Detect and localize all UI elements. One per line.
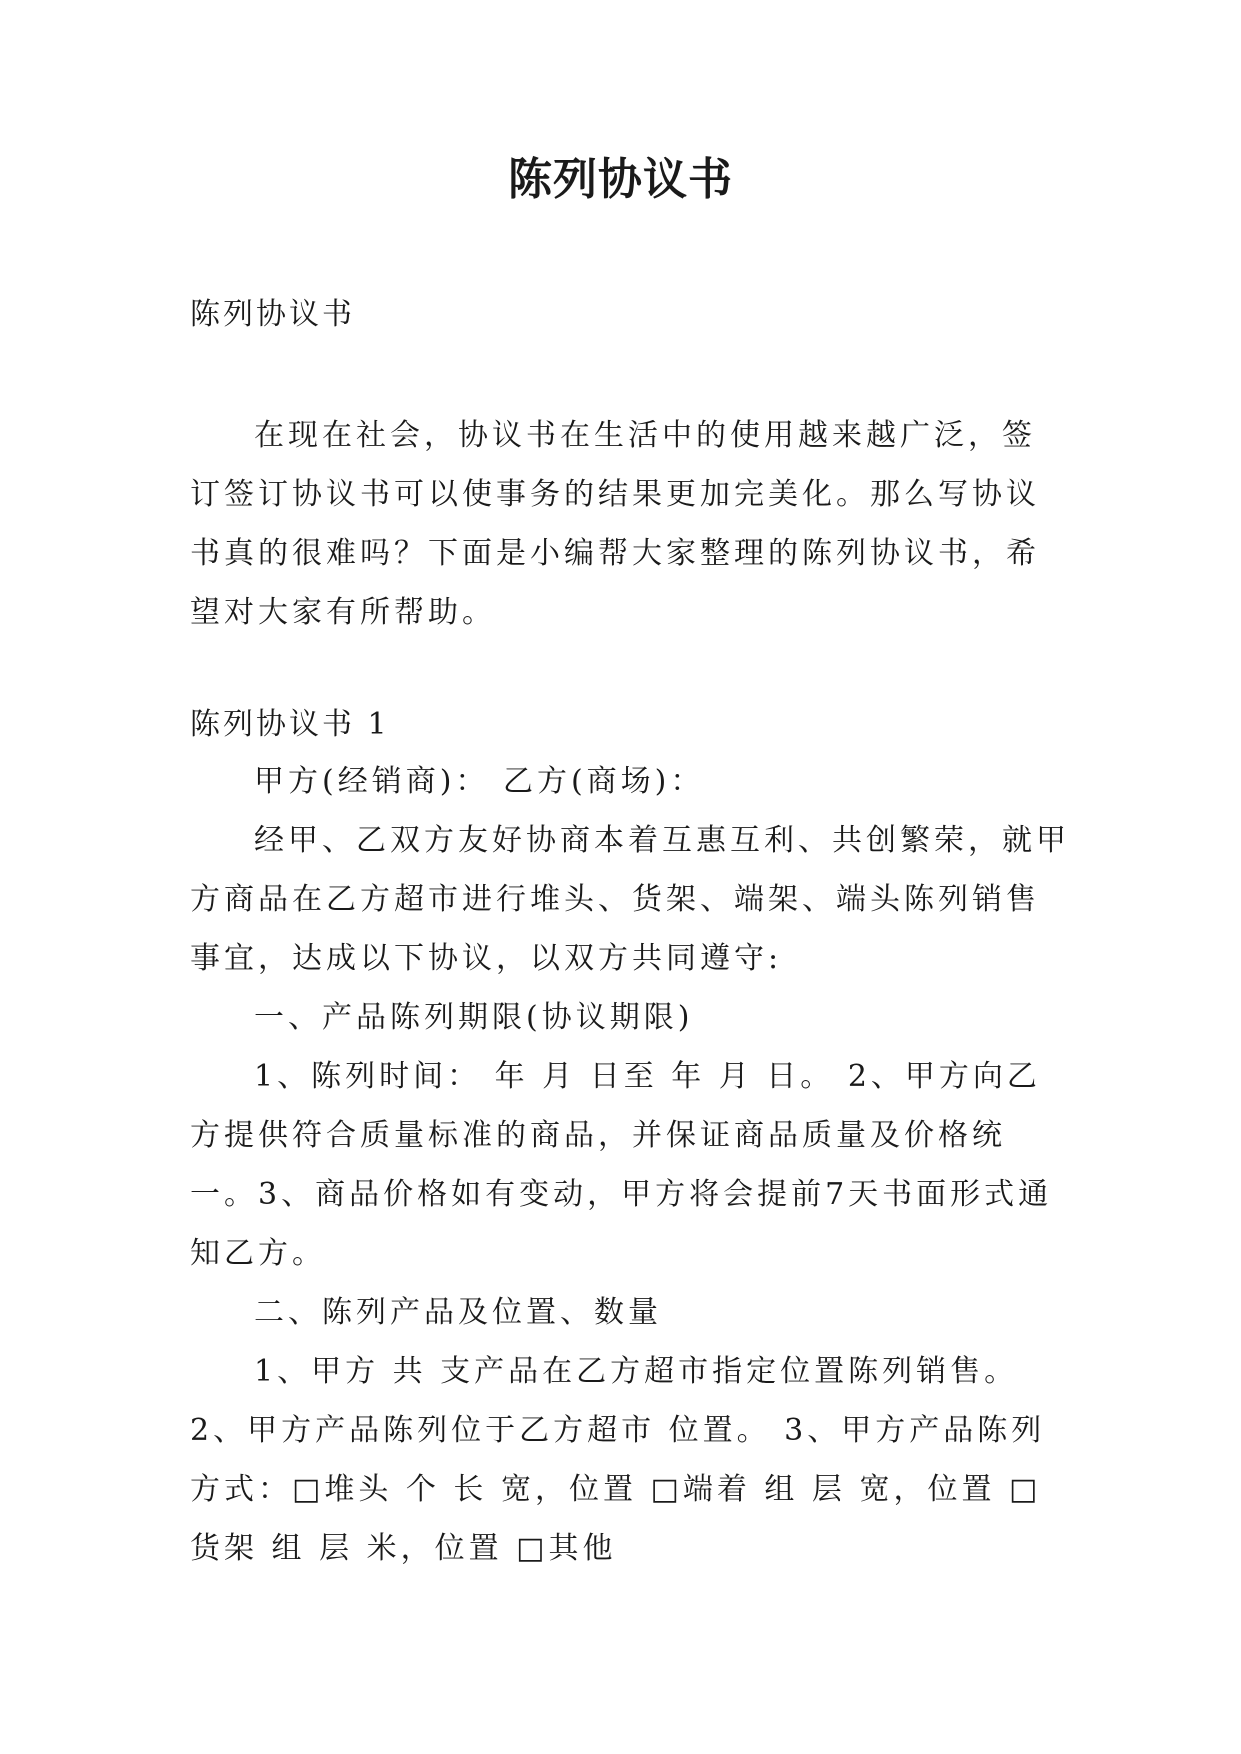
section-heading: 陈列协议书 1 <box>190 707 390 742</box>
clause-two-heading: 二、陈列产品及位置、数量 <box>254 1295 662 1330</box>
preamble-paragraph: 经甲、乙双方友好协商本着互惠互利、共创繁荣，就甲方商品在乙方超市进行堆头、货架、端架、端头陈列销售事宜，达成以下协议，以双方共同遵守: <box>190 823 1070 976</box>
intro-paragraph: 在现在社会，协议书在生活中的使用越来越广泛，签订签订协议书可以使事务的结果更加完美化。那么写协议书真的很难吗？下面是小编帮大家整理的陈列协议书，希望对大家有所帮助。 <box>190 418 1040 630</box>
agreement-body <box>190 752 1070 1578</box>
clause-one-body: 1、陈列时间： 年 月 日至 年 月 日。 2、甲方向乙方提供符合质量标准的商品，并保证商品质量及价格统一。3、商品价格如有变动，甲方将会提前7天书面形式通知乙方。 <box>190 1059 1053 1271</box>
clause-one-heading: 一、产品陈列期限(协议期限) <box>254 1000 694 1035</box>
clause-two-body: 1、甲方 共 支产品在乙方超市指定位置陈列销售。 2、甲方产品陈列位于乙方超市 位置。 3、甲方产品陈列方式：□堆头 个 长 宽，位置 □端着 组 层 宽，位置 □货架 组 层 米，位置 □其他 <box>190 1354 1046 1566</box>
document-subtitle: 陈列协议书 <box>190 297 355 332</box>
document-title: 陈列协议书 <box>508 154 733 205</box>
parties-line: 甲方(经销商)： 乙方(商场)： <box>254 764 705 799</box>
